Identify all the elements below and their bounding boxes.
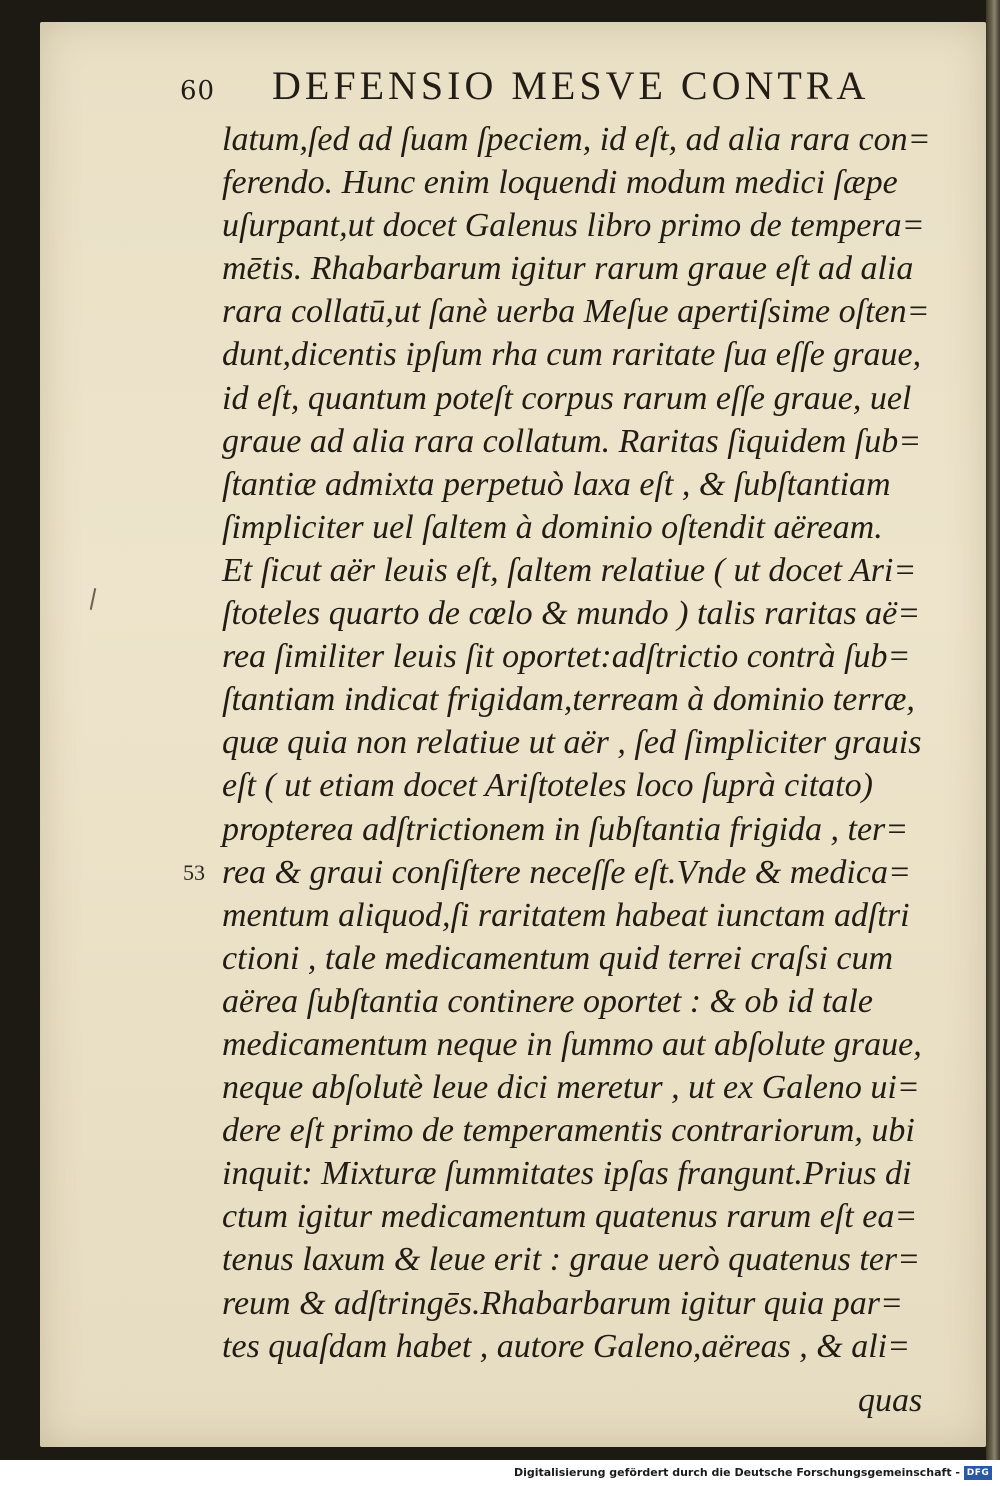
text-line: inquit: Mixturæ ſummitates ipſas frangunt.Prius di (222, 1155, 912, 1193)
text-line: eſt ( ut etiam docet Ariſtoteles loco ſuprà citato) (222, 767, 873, 805)
text-line: ctum igitur medicamentum quatenus rarum eſt ea= (222, 1198, 918, 1236)
text-line: medicamentum neque in ſummo aut abſolute graue, (222, 1025, 922, 1063)
catchword: quas (858, 1382, 923, 1419)
digitization-footer (0, 1460, 1000, 1486)
text-line: tenus laxum & leue erit : graue uerò quatenus ter= (222, 1241, 921, 1279)
text-line: ſimpliciter uel ſaltem à dominio oſtendit aëream. (222, 508, 883, 546)
text-line: dunt,dicentis ipſum rha cum raritate ſua eſſe graue, (222, 336, 922, 374)
text-line: neque abſolutè leue dici meretur , ut ex Galeno ui= (222, 1069, 920, 1107)
text-line: rara collatū,ut ſanè uerba Meſue apertiſsime oſten= (222, 293, 930, 331)
running-head: DEFENSIO MESVE CONTRA (272, 63, 870, 108)
page-number: 60 (180, 76, 216, 106)
text-line: propterea adſtrictionem in ſubſtantia frigida , ter= (222, 810, 909, 848)
text-line: mētis. Rhabarbarum igitur rarum graue eſt ad alia (222, 250, 914, 288)
dfg-logo-icon: DFG (964, 1466, 992, 1480)
text-line: mentum aliquod,ſi raritatem habeat iunctam adſtri (222, 896, 910, 934)
text-line: quæ quia non relatiue ut aër , ſed ſimpliciter grauis (222, 724, 922, 762)
text-line: ſtoteles quarto de cœlo & mundo ) talis raritas aë= (222, 595, 921, 633)
margin-line-number: 53 (183, 860, 205, 885)
text-line: latum,ſed ad ſuam ſpeciem, id eſt, ad alia rara con= (222, 121, 931, 158)
book-binding-edge (986, 0, 1000, 1460)
text-line: id eſt, quantum poteſt corpus rarum eſſe graue, uel (222, 379, 912, 417)
funding-credit: Digitalisierung gefördert durch die Deutsche Forschungsgemeinschaft - (513, 1466, 960, 1479)
text-line: rea ſimiliter leuis ſit oportet:adſtrictio contrà ſub= (222, 638, 911, 676)
text-line: reum & adſtringēs.Rhabarbarum igitur quia par= (222, 1284, 903, 1322)
text-line: uſurpant,ut docet Galenus libro primo de tempera= (222, 207, 925, 245)
text-line: aërea ſubſtantia continere oportet : & ob id tale (222, 982, 873, 1020)
text-line: ſtantiam indicat frigidam,terream à dominio terræ, (222, 681, 915, 719)
text-line: dere eſt primo de temperamentis contrariorum, ubi (222, 1112, 915, 1150)
text-line: rea & graui conſiſtere neceſſe eſt.Vnde & medica= (222, 853, 911, 891)
text-line: ferendo. Hunc enim loquendi modum medici ſæpe (222, 164, 898, 202)
text-line: graue ad alia rara collatum. Raritas ſiquidem ſub= (222, 422, 922, 460)
body-text (222, 118, 931, 1368)
text-line: tes quaſdam habet , autore Galeno,aëreas , & ali= (222, 1327, 911, 1365)
text-line: Et ſicut aër leuis eſt, ſaltem relatiue ( ut docet Ari= (222, 551, 917, 589)
text-line: ctioni , tale medicamentum quid terrei craſsi cum (222, 939, 894, 977)
text-line: ſtantiæ admixta perpetuò laxa eſt , & ſubſtantiam (222, 465, 891, 503)
